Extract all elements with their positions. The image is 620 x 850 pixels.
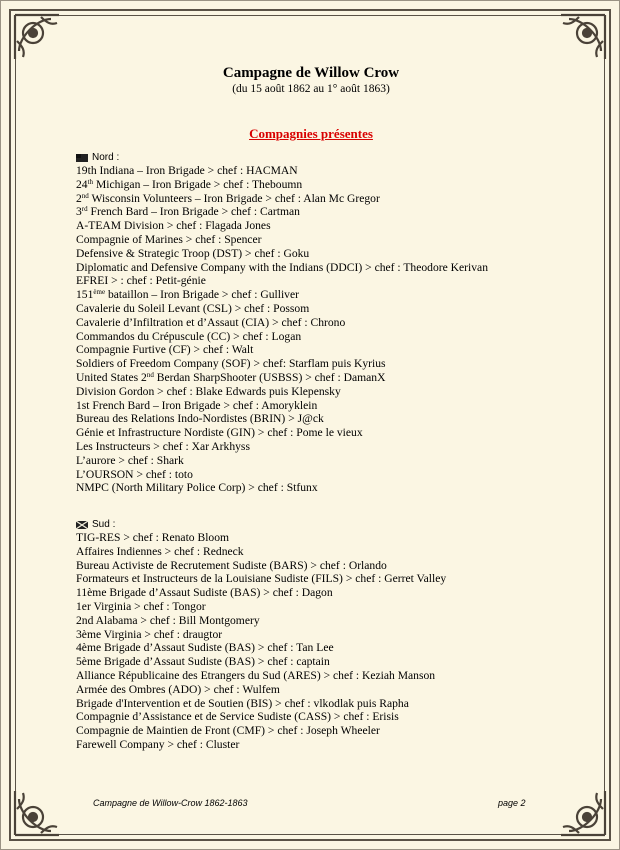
list-item: 1st French Bard – Iron Brigade > chef : Amoryklein [76,398,318,412]
list-item: A-TEAM Division > chef : Flagada Jones [76,219,271,233]
nord-header [76,151,596,164]
list-item: Affaires Indiennes > chef : Redneck [76,544,244,558]
list-item: EFREI > : chef : Petit-génie [76,274,206,288]
document-subtitle: (du 15 août 1862 au 1° août 1863) [232,83,390,95]
list-item: 24th Michigan – Iron Brigade > chef : Theboumn [76,177,303,191]
list-item: Brigade d'Intervention et de Soutien (BIS) > chef : vlkodlak puis Rapha [76,696,409,710]
corner-ornament-icon [11,787,63,839]
list-item: Alliance Républicaine des Etrangers du Sud (ARES) > chef : Keziah Manson [76,668,436,682]
list-item: Cavalerie d’Infiltration et d’Assaut (CIA) > chef : Chrono [76,315,346,329]
list-item: Formateurs et Instructeurs de la Louisiane Sudiste (FILS) > chef : Gerret Valley [76,572,447,586]
list-item: 1er Virginia > chef : Tongor [76,599,206,613]
footer-title: Campagne de Willow-Crow 1862-1863 [93,798,248,808]
corner-ornament-icon [557,11,609,63]
list-item: L’aurore > chef : Shark [76,453,184,467]
list-item: 3ème Virginia > chef : draugtor [76,627,223,641]
nord-group [76,151,596,495]
list-item: Compagnie Furtive (CF) > chef : Walt [76,343,254,357]
list-item: Commandos du Crépuscule (CC) > chef : Logan [76,329,302,343]
sud-group [76,518,596,752]
list-item: United States 2nd Berdan SharpShooter (USBSS) > chef : DamanX [76,370,386,384]
confederate-flag-icon [76,521,88,529]
list-item: Compagnie d’Assistance et de Service Sudiste (CASS) > chef : Erisis [76,710,399,724]
list-item: L’OURSON > chef : toto [76,467,193,481]
list-item: TIG-RES > chef : Renato Bloom [76,531,230,544]
list-item: Génie et Infrastructure Nordiste (GIN) > chef : Pome le vieux [76,426,363,440]
section-title: Compagnies présentes [249,126,373,141]
sud-label: Sud : [92,519,116,530]
list-item: 2nd Wisconsin Volunteers – Iron Brigade > chef : Alan Mc Gregor [76,191,380,205]
list-item: Armée des Ombres (ADO) > chef : Wulfem [76,682,280,696]
list-item: Division Gordon > chef : Blake Edwards puis Klepensky [76,384,341,398]
list-item: 5ème Brigade d’Assaut Sudiste (BAS) > chef : captain [76,655,330,669]
page-number: page 2 [498,798,526,808]
nord-label: Nord : [92,152,120,163]
list-item: Cavalerie du Soleil Levant (CSL) > chef : Possom [76,301,310,315]
list-item: Compagnie de Maintien de Front (CMF) > chef : Joseph Wheeler [76,724,380,738]
nord-company-list [76,164,596,495]
list-item: Bureau Activiste de Recrutement Sudiste (BARS) > chef : Orlando [76,558,387,572]
document-title: Campagne de Willow Crow [222,65,400,81]
list-item: 11ème Brigade d’Assaut Sudiste (BAS) > chef : Dagon [76,586,333,600]
list-item: Diplomatic and Defensive Company with the Indians (DDCI) > chef : Theodore Kerivan [76,260,488,274]
list-item: NMPC (North Military Police Corp) > chef : Stfunx [76,481,318,495]
sud-header [76,518,596,531]
list-item: Defensive & Strategic Troop (DST) > chef : Goku [76,246,310,260]
union-flag-icon [76,154,88,162]
list-item: 2nd Alabama > chef : Bill Montgomery [76,613,260,627]
list-item: Soldiers of Freedom Company (SOF) > chef: Starflam puis Kyrius [76,357,386,371]
sud-company-list [76,531,596,752]
list-item: Les Instructeurs > chef : Xar Arkhyss [76,439,250,453]
list-item: 4ème Brigade d’Assaut Sudiste (BAS) > chef : Tan Lee [76,641,334,655]
corner-ornament-icon [557,787,609,839]
list-item: 151ème bataillon – Iron Brigade > chef : Gulliver [76,288,299,302]
list-item: Farewell Company > chef : Cluster [76,737,240,751]
list-item: 3rd French Bard – Iron Brigade > chef : Cartman [76,205,300,219]
list-item: Compagnie of Marines > chef : Spencer [76,232,262,246]
list-item: 19th Indiana – Iron Brigade > chef : HACMAN [76,164,298,177]
corner-ornament-icon [11,11,63,63]
list-item: Bureau des Relations Indo-Nordistes (BRIN) > J@ck [76,412,324,426]
